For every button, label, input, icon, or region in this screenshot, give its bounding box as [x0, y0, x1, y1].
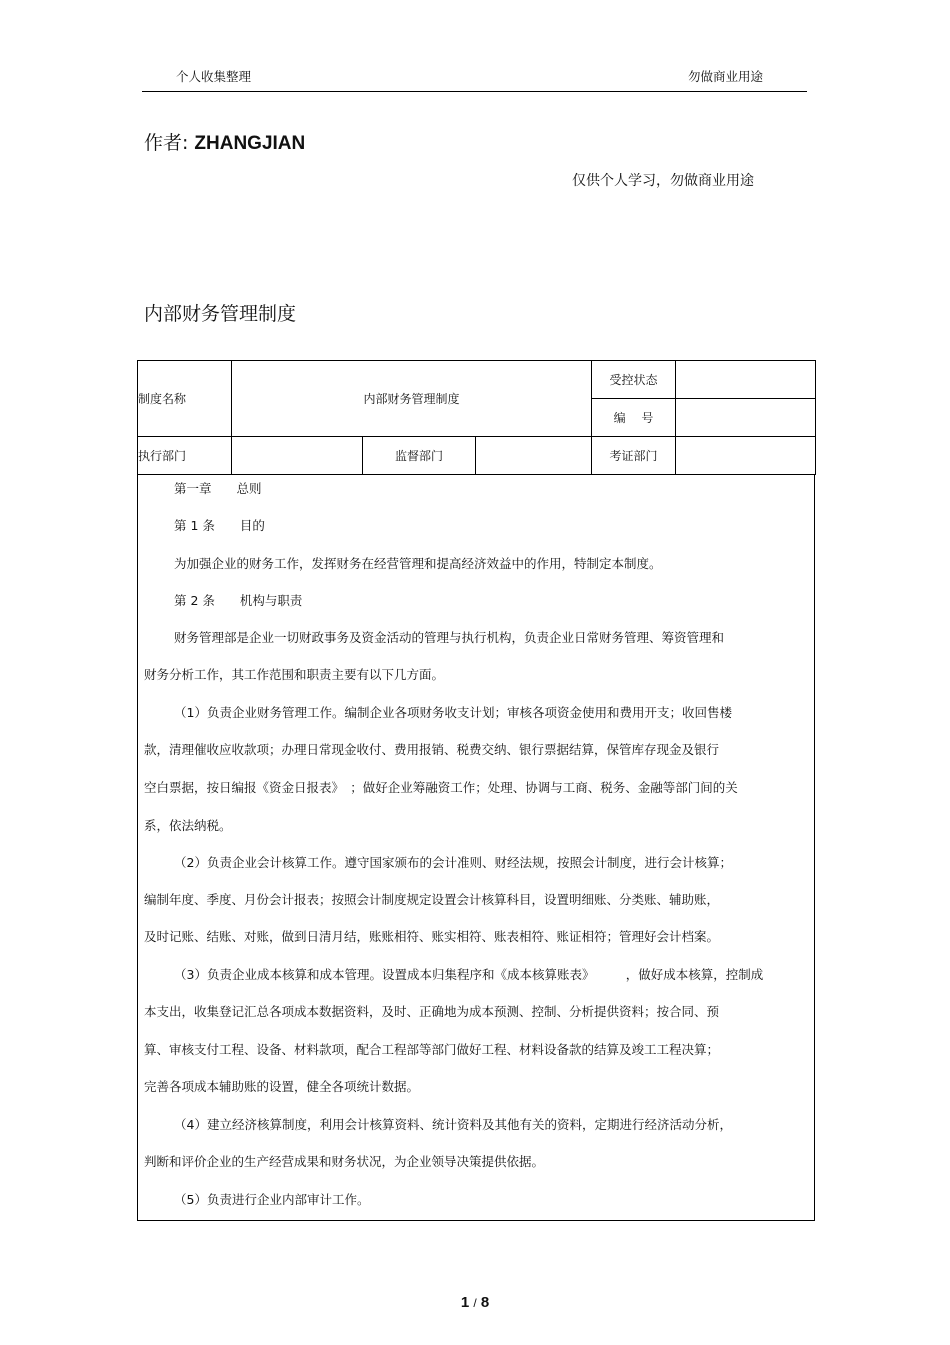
exec-dept-value-cell [232, 437, 363, 475]
page-total: 8 [480, 1294, 490, 1311]
author-name: ZHANGJIAN [194, 133, 306, 154]
verify-dept-value-cell [676, 437, 816, 475]
page-current: 1 [460, 1294, 470, 1311]
body-line: 为加强企业的财务工作，发挥财务在经营管理和提高经济效益中的作用，特制定本制度。 [174, 556, 662, 571]
page-separator: / [473, 1296, 477, 1310]
header-divider [142, 91, 807, 92]
author-label: 作者: [144, 132, 189, 154]
supervise-dept-label-cell: 监督部门 [363, 437, 476, 475]
body-line: 编制年度、季度、月份会计报表；按照会计制度规定设置会计核算科目，设置明细账、分类账、辅助账， [144, 892, 720, 907]
supervise-dept-value-cell [476, 437, 592, 475]
body-line: 及时记账、结账、对账，做到日清月结，账账相符、账实相符、账表相符、账证相符；管理好会计档案。 [144, 929, 720, 944]
author-line [144, 128, 305, 155]
body-line: （3）负责企业成本核算和成本管理。设置成本归集程序和《成本核算账表》 ，做好成本核算，控制成 [174, 967, 764, 982]
body-line: 本支出，收集登记汇总各项成本数据资料，及时、正确地为成本预测、控制、分析提供资料；按合同、预 [144, 1004, 720, 1019]
body-line: 第一章 总则 [174, 481, 262, 496]
document-title: 内部财务管理制度 [144, 303, 297, 325]
page-header-left: 个人收集整理 [176, 69, 252, 84]
body-line: 财务分析工作，其工作范围和职责主要有以下几方面。 [144, 667, 445, 682]
verify-dept-label-cell: 考证部门 [592, 437, 676, 475]
page-header-right: 勿做商业用途 [688, 69, 764, 84]
number-label-cell: 编 号 [592, 399, 676, 437]
body-line: 算、审核支付工程、设备、材料款项，配合工程部等部门做好工程、材料设备款的结算及竣工工程决算； [144, 1042, 720, 1057]
body-line: 判断和评价企业的生产经营成果和财务状况，为企业领导决策提供依据。 [144, 1154, 545, 1169]
page-number [0, 1294, 950, 1311]
body-line: （1）负责企业财务管理工作。编制企业各项财务收支计划；审核各项资金使用和费用开支；收回售楼 [174, 705, 732, 720]
body-line: 财务管理部是企业一切财政事务及资金活动的管理与执行机构，负责企业日常财务管理、筹资管理和 [174, 630, 725, 645]
name-label-cell: 制度名称 [138, 361, 232, 437]
control-status-label-cell: 受控状态 [592, 361, 676, 399]
body-line: 空白票据，按日编报《资金日报表》 ；做好企业筹融资工作；处理、协调与工商、税务、金融等部门间的关 [144, 780, 738, 795]
body-line: （4）建立经济核算制度，利用会计核算资料、统计资料及其他有关的资料，定期进行经济活动分析， [174, 1117, 732, 1132]
body-line: 系，依法纳税。 [144, 818, 232, 833]
name-value-cell: 内部财务管理制度 [232, 361, 592, 437]
body-line: 完善各项成本辅助账的设置，健全各项统计数据。 [144, 1079, 420, 1094]
body-line: 款，清理催收应收款项；办理日常现金收付、费用报销、税费交纳、银行票据结算，保管库存现金及银行 [144, 742, 720, 757]
body-line: 第 1 条 目的 [174, 518, 265, 533]
regulation-form-table [137, 360, 816, 475]
number-value-cell [676, 399, 816, 437]
body-line: （5）负责进行企业内部审计工作。 [174, 1192, 370, 1207]
regulation-body-cell [137, 474, 815, 1221]
body-line: （2）负责企业会计核算工作。遵守国家颁布的会计准则、财经法规，按照会计制度，进行会计核算； [174, 855, 732, 870]
exec-dept-label-cell: 执行部门 [138, 437, 232, 475]
body-line: 第 2 条 机构与职责 [174, 593, 303, 608]
usage-notice: 仅供个人学习，勿做商业用途 [572, 173, 754, 189]
control-status-value-cell [676, 361, 816, 399]
